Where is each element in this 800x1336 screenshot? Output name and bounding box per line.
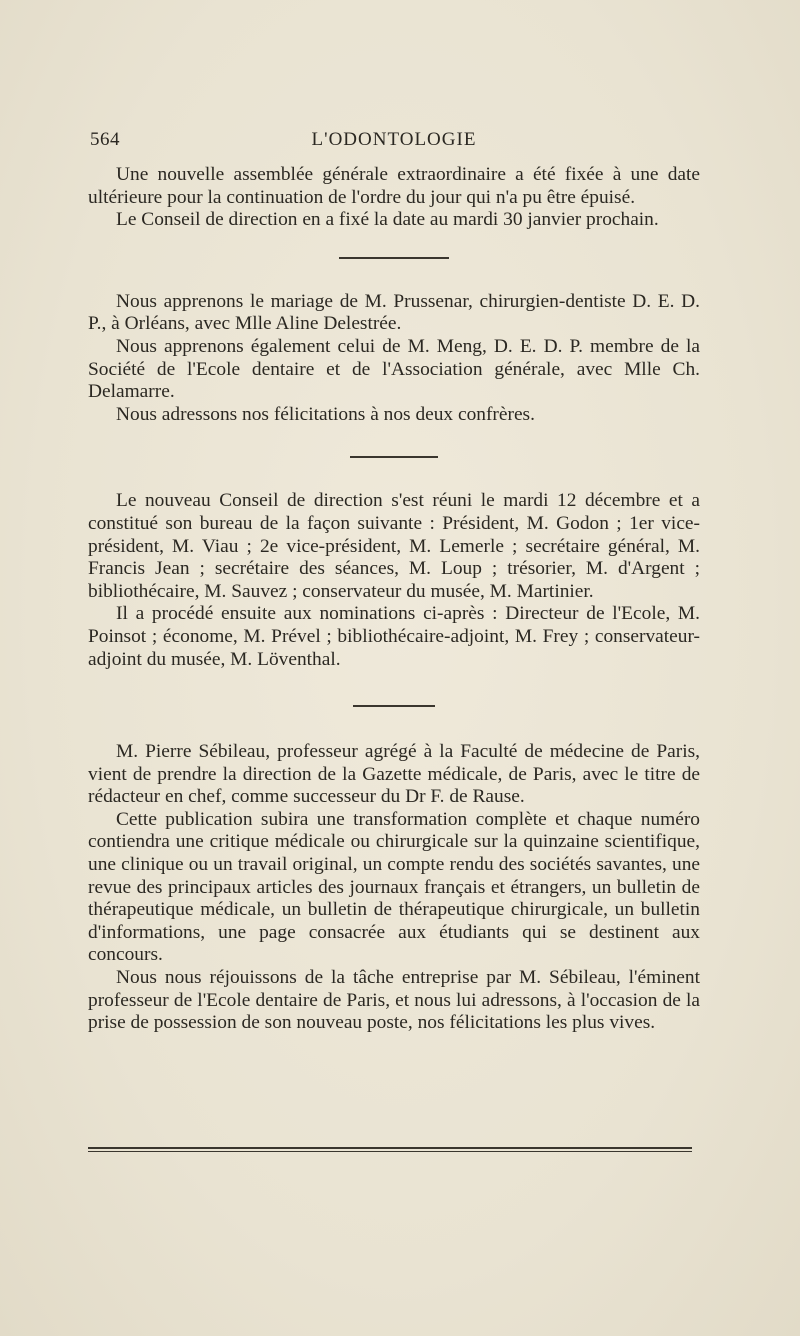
paragraph: Cette publication subira une transformation complète et chaque numéro contiendra une critique médicale ou chirurgicale sur la quinzaine scientifique, une clinique ou un travail original, un compte rendu des sociétés savantes, une revue des principaux articles des journaux français et étrangers, un bulletin de thérapeutique médicale, un bulletin de thérapeutique chirurgicale, un bulletin d'informations, une page consacrée aux étudiants qui se destinent aux concours.: [88, 808, 700, 966]
paragraph: Nous apprenons également celui de M. Meng, D. E. D. P. membre de la Société de l'Ecole dentaire et de l'Association générale, avec Mlle Ch. Delamarre.: [88, 335, 700, 403]
paragraph: Nous adressons nos félicitations à nos deux confrères.: [116, 403, 535, 425]
end-rule: [88, 1147, 692, 1149]
section-divider: [350, 456, 438, 458]
paragraph: Le Conseil de direction en a fixé la date au mardi 30 janvier prochain.: [116, 209, 659, 231]
paragraph: Le nouveau Conseil de direction s'est réuni le mardi 12 décembre et a constitué son bureau de la façon suivante : Président, M. Godon ; 1er vice-président, M. Viau ; 2e vice-président, M. Lemerle ; secrétaire général, M. Francis Jean ; secrétaire des séances, M. Loup ; trésorier, M. d'Argent ; bibliothécaire, M. Sauvez ; conservateur du musée, M. Martinier.: [88, 490, 700, 602]
section-assembly: [88, 164, 700, 232]
section-marriages: [88, 291, 700, 427]
paragraph: M. Pierre Sébileau, professeur agrégé à la Faculté de médecine de Paris, vient de prendre la direction de la Gazette médicale, de Paris, avec le titre de rédacteur en chef, comme successeur du Dr F. de Rause.: [88, 741, 700, 808]
paragraph: Nous apprenons le mariage de M. Prussenar, chirurgien-dentiste D. E. D. P., à Orléans, avec Mlle Aline Delestrée.: [88, 290, 700, 335]
page-header: [88, 129, 700, 153]
article-body: [88, 164, 700, 1035]
paragraph: Une nouvelle assemblée générale extraordinaire a été fixée à une date ultérieure pour la continuation de l'ordre du jour qui n'a pu être épuisé.: [88, 164, 700, 208]
end-rule: [88, 1151, 692, 1152]
section-gazette: [88, 741, 700, 1035]
section-divider: [353, 705, 435, 707]
paragraph: Il a procédé ensuite aux nominations ci-après : Directeur de l'Ecole, M. Poinsot ; économe, M. Prével ; bibliothécaire-adjoint, M. Frey ; conservateur-adjoint du musée, M. Löventhal.: [88, 603, 700, 670]
section-divider: [339, 257, 449, 259]
running-title: L'ODONTOLOGIE: [311, 129, 477, 150]
paragraph: Nous nous réjouissons de la tâche entreprise par M. Sébileau, l'éminent professeur de l'Ecole dentaire de Paris, et nous lui adressons, à l'occasion de la prise de possession de son nouveau poste, nos félicitations les plus vives.: [88, 967, 700, 1034]
page-number: 564: [90, 129, 120, 150]
section-council: [88, 490, 700, 671]
